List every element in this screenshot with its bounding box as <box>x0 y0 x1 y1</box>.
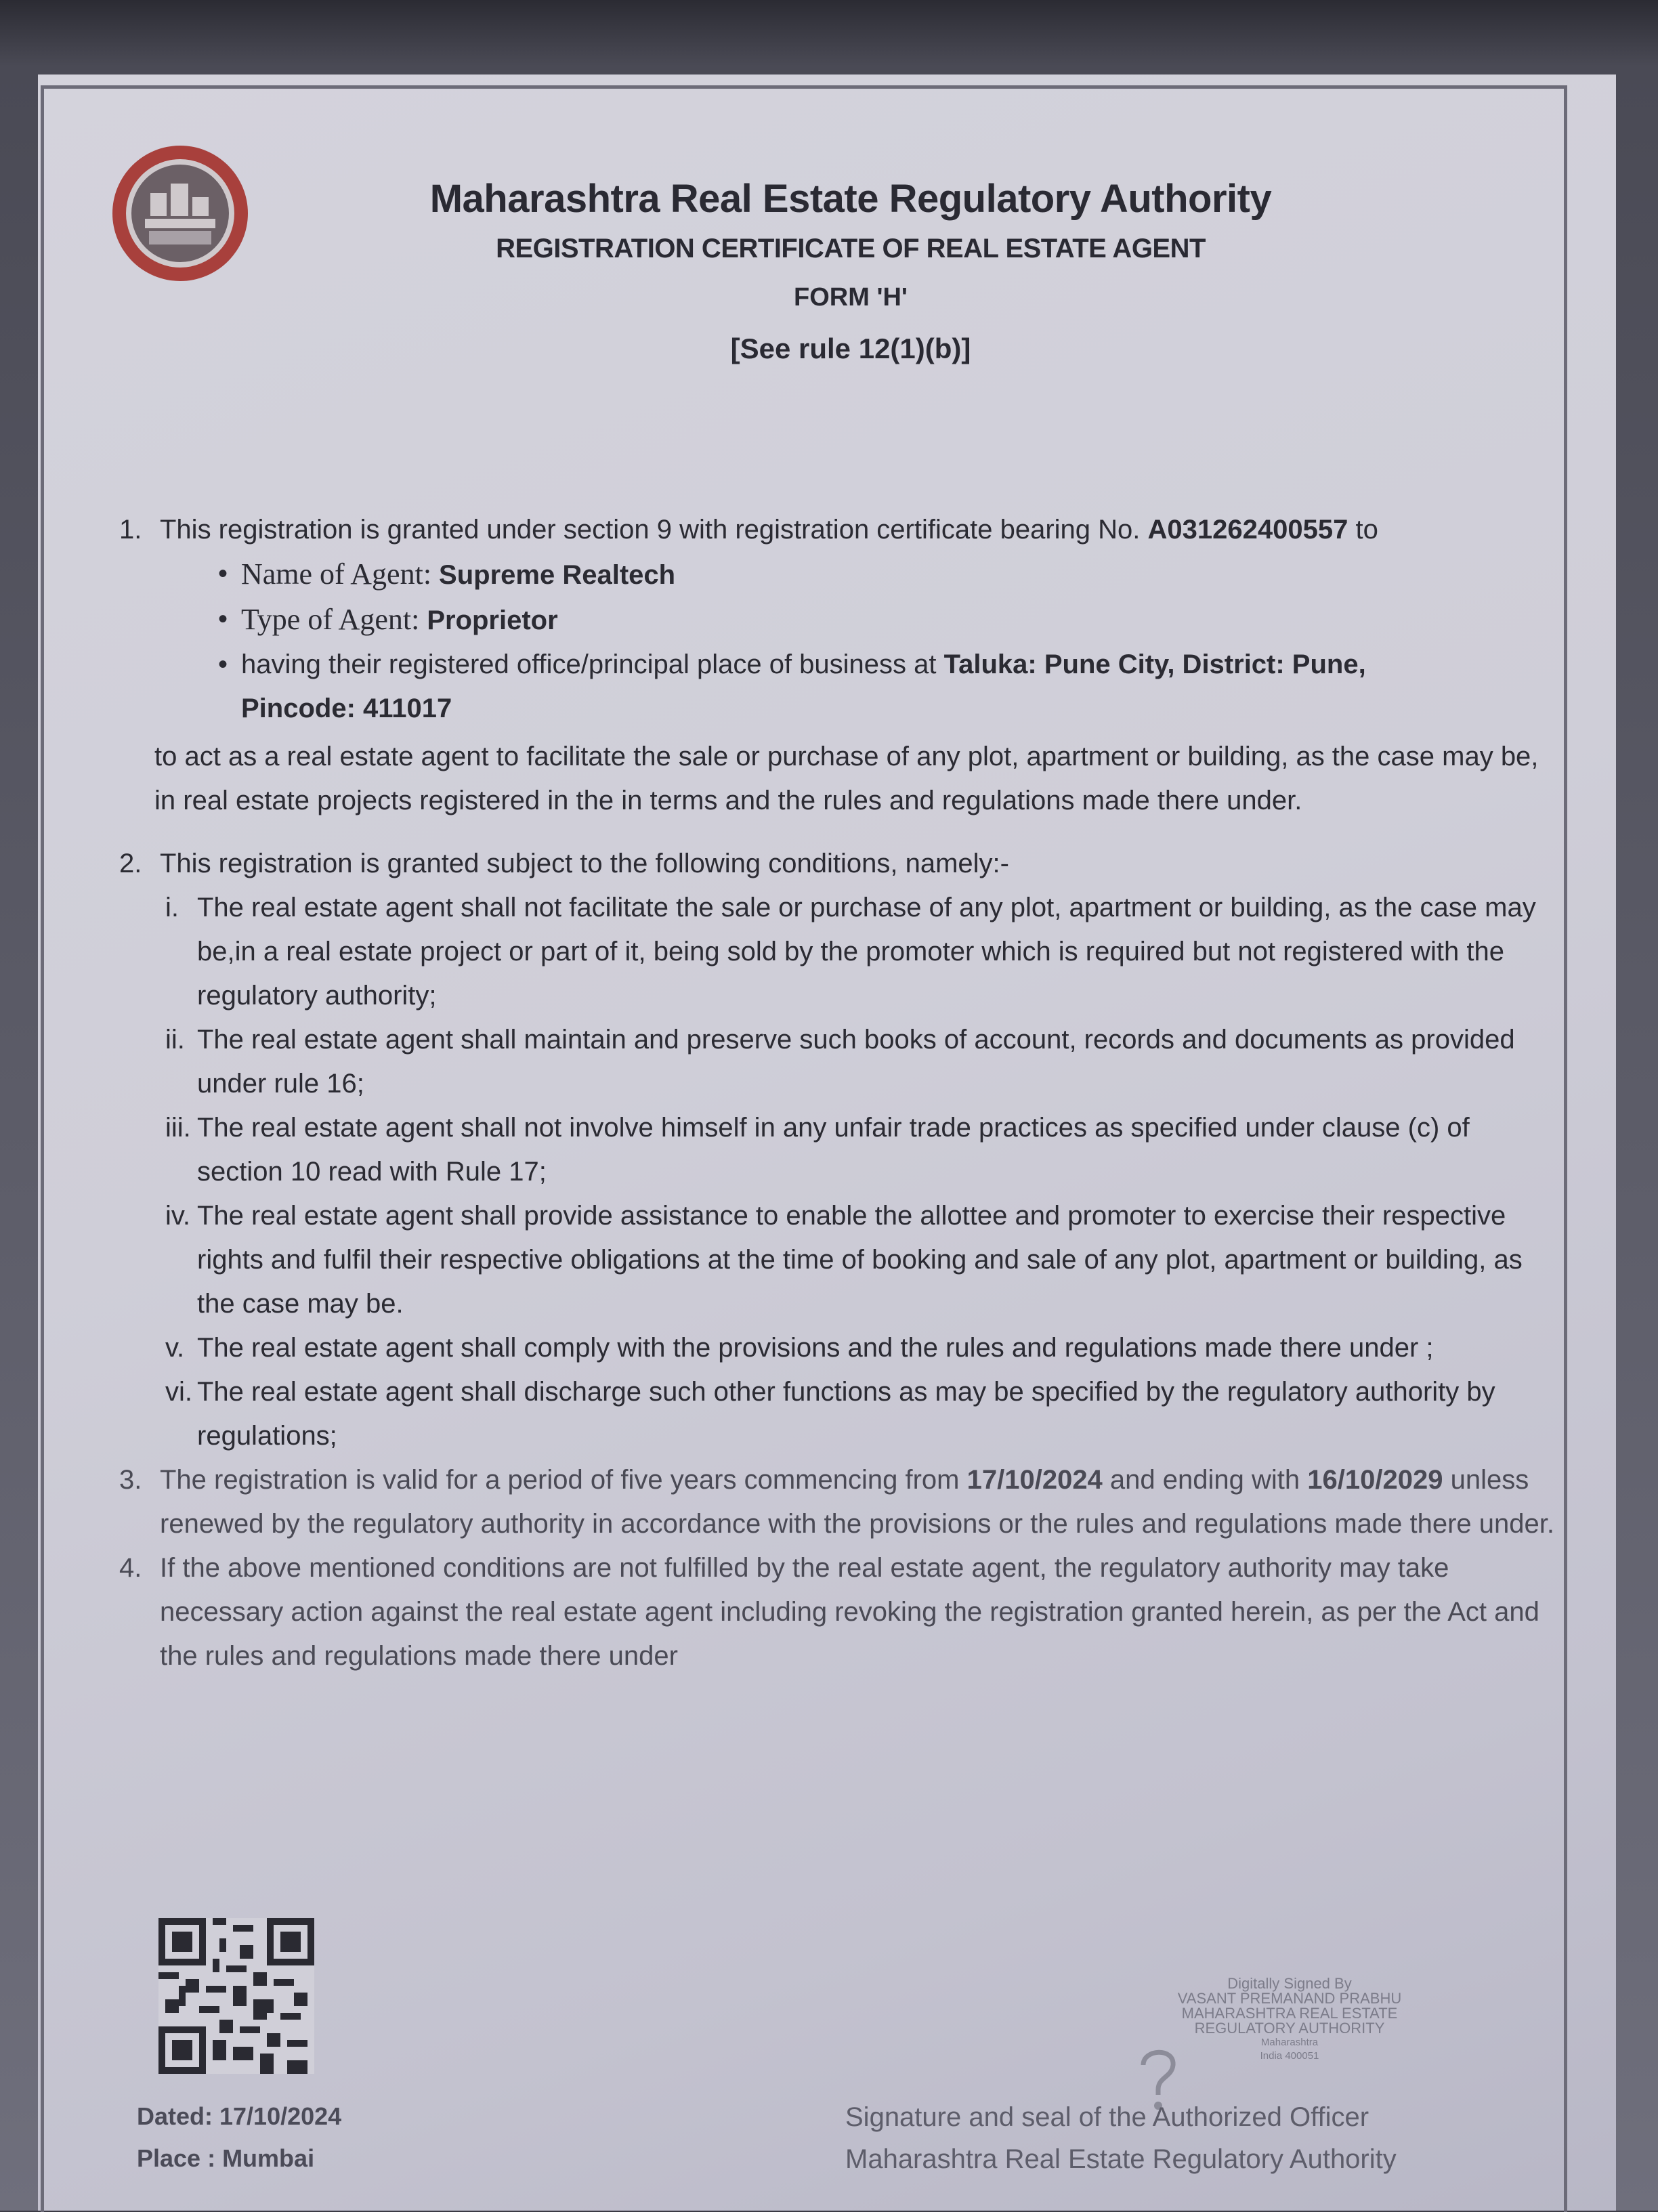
clause-2 <box>119 842 1562 1458</box>
clause-1-intro: This registration is granted under section 9 with registration certificate bearing No. <box>160 515 1148 545</box>
signature-block <box>845 2096 1397 2180</box>
clause-3-mid: and ending with <box>1102 1465 1308 1495</box>
form-label: FORM 'H' <box>794 283 908 312</box>
clause-1-to: to <box>1348 515 1378 545</box>
certificate-page <box>38 75 1616 2211</box>
agent-name-label: Name of Agent: <box>241 557 440 591</box>
certificate-subtitle: REGISTRATION CERTIFICATE OF REAL ESTATE AGENT <box>496 234 1206 263</box>
digital-sign-line: VASANT PREMANAND PRABHU <box>1177 1990 1402 2007</box>
agent-type-label: Type of Agent: <box>241 603 427 636</box>
issue-date: Dated: 17/10/2024 <box>137 2102 342 2130</box>
condition-item <box>119 1106 1562 1194</box>
condition-item <box>119 1194 1562 1326</box>
clause-number: 1. <box>119 515 142 545</box>
digital-sign-line: Maharashtra <box>1260 2037 1319 2048</box>
list-item: • Name of Agent: Supreme Realtech <box>218 557 676 591</box>
digital-sign-line: MAHARASHTRA REAL ESTATE <box>1181 2005 1398 2022</box>
clause-1-closing: to act as a real estate agent to facilitate the sale or purchase of any plot, apartment or building, as the case may be, in real estate projects registered in the in terms and the rules and regulations made there under. <box>154 742 1539 815</box>
maharera-seal-icon <box>106 139 255 288</box>
clause-3-pre: The registration is valid for a period of five years commencing from <box>160 1465 967 1495</box>
clause-1 <box>119 508 1562 823</box>
condition-number: i. <box>165 893 179 922</box>
agent-name: Supreme Realtech <box>439 560 676 590</box>
pincode: Pincode: 411017 <box>241 694 452 723</box>
agent-details-list <box>119 552 1562 731</box>
list-item: • having their registered office/principal place of business at Taluka: Pune City, District: Pune, Pincode: 411017 <box>218 650 1366 723</box>
validity-start-date: 17/10/2024 <box>966 1465 1103 1495</box>
digital-sign-line: India 400051 <box>1260 2050 1319 2062</box>
validity-end-date: 16/10/2029 <box>1307 1465 1443 1495</box>
condition-number: iv. <box>165 1201 191 1231</box>
digital-signature-block <box>1154 1976 1425 2063</box>
condition-text: The real estate agent shall maintain and preserve such books of account, records and documents as provided under rule 16; <box>197 1025 1515 1099</box>
clause-3-post: unless renewed by the regulatory authority in accordance with the provisions or the rules and regulations made there under. <box>160 1465 1554 1539</box>
digital-sign-line: REGULATORY AUTHORITY <box>1194 2020 1385 2037</box>
rule-reference: [See rule 12(1)(b)] <box>730 333 971 364</box>
registration-number: A031262400557 <box>1147 515 1348 545</box>
condition-number: vi. <box>165 1377 192 1407</box>
list-item: • Type of Agent: Proprietor <box>218 603 558 636</box>
authority-title: Maharashtra Real Estate Regulatory Authority <box>429 177 1272 221</box>
signature-line: Signature and seal of the Authorized Officer <box>845 2102 1369 2132</box>
condition-number: iii. <box>165 1113 191 1143</box>
digital-sign-line: Digitally Signed By <box>1227 1975 1352 1992</box>
condition-number: v. <box>165 1333 185 1363</box>
issue-details <box>137 2096 341 2179</box>
authority-line: Maharashtra Real Estate Regulatory Authority <box>845 2144 1397 2174</box>
condition-text: The real estate agent shall discharge such other functions as may be specified by the regulatory authority by regulations; <box>197 1377 1495 1451</box>
condition-item <box>119 1326 1562 1370</box>
qr-code <box>158 1918 314 2074</box>
condition-text: The real estate agent shall provide assistance to enable the allottee and promoter to exercise their respective rights and fulfil their respective obligations at the time of booking and sale of any plot, apartment or building, as the case may be. <box>197 1201 1523 1319</box>
condition-item <box>119 1370 1562 1458</box>
clause-3 <box>119 1458 1562 1546</box>
office-location: Taluka: Pune City, District: Pune, <box>943 650 1366 679</box>
condition-text: The real estate agent shall not facilitate the sale or purchase of any plot, apartment or building, as the case may be,in a real estate project or part of it, being sold by the promoter which is required but not registered with the regulatory authority; <box>197 893 1536 1011</box>
issue-place: Place : Mumbai <box>137 2144 315 2172</box>
certificate-body <box>119 508 1562 1678</box>
agent-type: Proprietor <box>427 605 558 635</box>
condition-text: The real estate agent shall comply with the provisions and the rules and regulations made there under ; <box>197 1333 1434 1363</box>
clause-number: 3. <box>119 1465 142 1495</box>
condition-number: ii. <box>165 1025 185 1055</box>
condition-item <box>119 1018 1562 1106</box>
office-prefix: having their registered office/principal place of business at <box>241 650 944 679</box>
certificate-header <box>241 176 1460 365</box>
clause-4-text: If the above mentioned conditions are not fulfilled by the real estate agent, the regulatory authority may take necessary action against the real estate agent including revoking the registration granted herein, as per the Act and the rules and regulations made there under <box>160 1553 1539 1671</box>
clause-number: 4. <box>119 1553 142 1583</box>
clause-number: 2. <box>119 849 142 878</box>
clause-4 <box>119 1546 1562 1678</box>
condition-text: The real estate agent shall not involve himself in any unfair trade practices as specified under clause (c) of section 10 read with Rule 17; <box>197 1113 1470 1187</box>
clause-2-intro: This registration is granted subject to the following conditions, namely:- <box>160 849 1009 878</box>
condition-item <box>119 886 1562 1018</box>
